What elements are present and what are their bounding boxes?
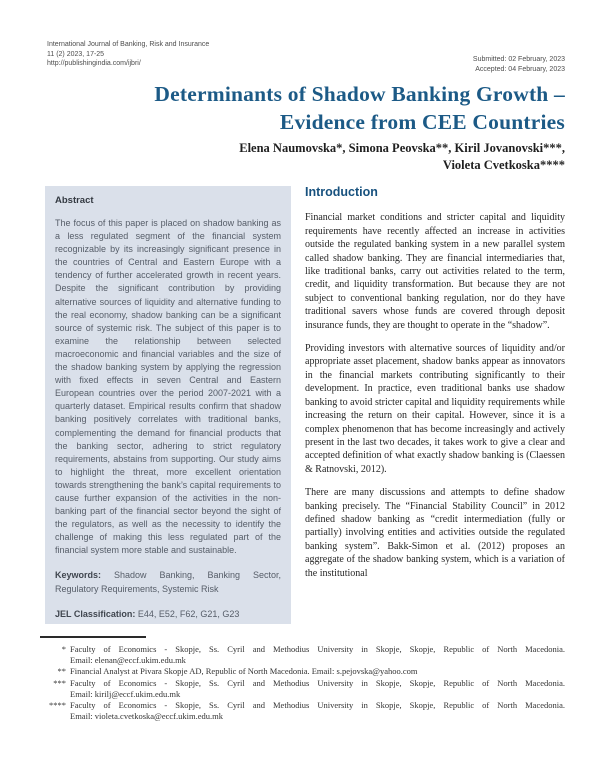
introduction-column [305,186,565,590]
authors-line-2: Violeta Cvetkoska**** [442,158,565,172]
footnote-divider [40,636,146,638]
footnote-affiliation: Faculty of Economics - Skopje, Ss. Cyril and Methodius University in Skopje, Skopje, Republic of North Macedonia. [70,700,565,711]
jel-line [55,608,281,621]
footnote-affiliation: Financial Analyst at Pivara Skopje AD, Republic of North Macedonia. Email: s.pejovska@yahoo.com [70,666,418,677]
footnote-email: Email: violeta.cvetkoska@eccf.ukim.edu.mk [70,711,223,722]
journal-info [47,40,209,69]
footnote-row [40,644,565,666]
intro-paragraph: There are many discussions and attempts to define shadow banking precisely. The “Financial Stability Council” in 2012 defined shadow banking as “credit intermediation (fully or partially) involving entities and activities outside the regulated banking system”. Bakk-Simon et al. (2012) proposes an aggregate of the shadow banking system, which is a variation of the institutional [305,487,565,579]
jel-text: E44, E52, F62, G21, G23 [137,608,240,619]
title-line-2: Evidence from CEE Countries [279,109,565,134]
keywords-line [55,569,281,595]
abstract-panel [45,186,291,624]
footnote-text [70,666,565,677]
footnote-marker: * [61,644,66,654]
footnote-email: Email: kirilj@eccf.ukim.edu.mk [70,688,181,699]
footnotes [40,644,565,722]
footnote-text [70,678,565,700]
footnote-row [40,700,565,722]
journal-issue: 11 (2) 2023, 17-25 [47,50,105,58]
footnote-marker: **** [49,700,66,711]
journal-url: http://publishingindia.com/ijbri/ [47,60,141,67]
journal-name: International Journal of Banking, Risk and Insurance [47,41,210,48]
footnote-email: Email: elenan@eccf.ukim.edu.mk [70,655,186,666]
footnote-affiliation: Faculty of Economics - Skopje, Ss. Cyril and Methodius University in Skopje, Skopje, Republic of North Macedonia. [70,677,565,688]
accepted-date: Accepted: 04 February, 2023 [475,65,565,73]
footnote-row [40,666,565,677]
authors [45,140,565,174]
introduction-heading: Introduction [305,185,378,199]
footnote-text [70,644,565,666]
footnote-marker: ** [57,666,66,677]
page-title [45,81,565,136]
footnote-marker: *** [53,677,66,688]
footnote-text [70,700,565,722]
title-line-1: Determinants of Shadow Banking Growth – [154,82,565,106]
submission-dates [473,55,565,74]
intro-paragraph: Financial market conditions and stricter capital and liquidity requirements have recently affected an increase in activities outside the regulated banking system in a new parallel system called shadow banking. They are financial intermediaries that, like traditional banks, carry out activities related to the term, credit, and liquidity transformation. But because they are not subject to conventional banking regulation, nor do they have traditional savers whose funds are covered through deposit insurance funds, they are thought to operate in the “shadow”. [305,212,565,331]
submitted-date: Submitted: 02 February, 2023 [472,56,565,63]
keywords-text: Shadow Banking, Banking Sector, Regulatory Requirements, Systemic Risk [55,570,281,594]
intro-paragraph: Providing investors with alternative sources of liquidity and/or appropriate asset placement, shadow banks appear as innovators in the financial markets contributing significantly to their development. In practice, even traditional banks use shadow banking to avoid stricter capital and liquidity requirements while increasing the return on their capital. However, since it is a complex phenomenon that has become increasingly and actively present in the last two decades, it takes work to give a clear and accepted definition of what exactly shadow banking is (Claessen & Ratnovski, 2012). [305,343,565,475]
abstract-heading: Abstract [55,195,94,206]
jel-label: JEL Classification: [55,608,136,619]
footnote-row [40,678,565,700]
authors-line-1: Elena Naumovska*, Simona Peovska**, Kiril Jovanovski***, [239,141,565,155]
main-columns [45,186,565,624]
footnote-affiliation: Faculty of Economics - Skopje, Ss. Cyril and Methodius University in Skopje, Skopje, Republic of North Macedonia. [70,644,565,654]
keywords-label: Keywords: [55,570,102,581]
abstract-text: The focus of this paper is placed on shadow banking as a less regulated segment of the financial system recognizable by its increasingly significant presence in the countries of Central and Eastern Europe with a tendency of further accelerated growth in recent years. Despite the significant contribution by providing alternative sources of liquidity and alternative funding to the real economy, shadow banking can be a significant source of systemic risk. The subject of this paper is to examine the relationship between selected macroeconomic and financial variables and the size of the shadow banking system by applying the regression with fixed effects in seven Central and Eastern European countries over the period 2007-2021 with a quarterly dataset. Empirical results confirm that shadow banking positively correlates with traditional banks, complementing the demand for financial products that the banking sector, adhering to strict regulatory requirements, abstains from supporting. Our study aims to highlight the threat, more excellent orientation towards strengthening the bank’s capital requirements to cause further expansion of the activities in the non-banking part of the financial sector beyond the sight of the regulators, as well as the necessity to identify the challenge of making this less regulated part of the financial system more stable and sustainable. [55,218,281,556]
